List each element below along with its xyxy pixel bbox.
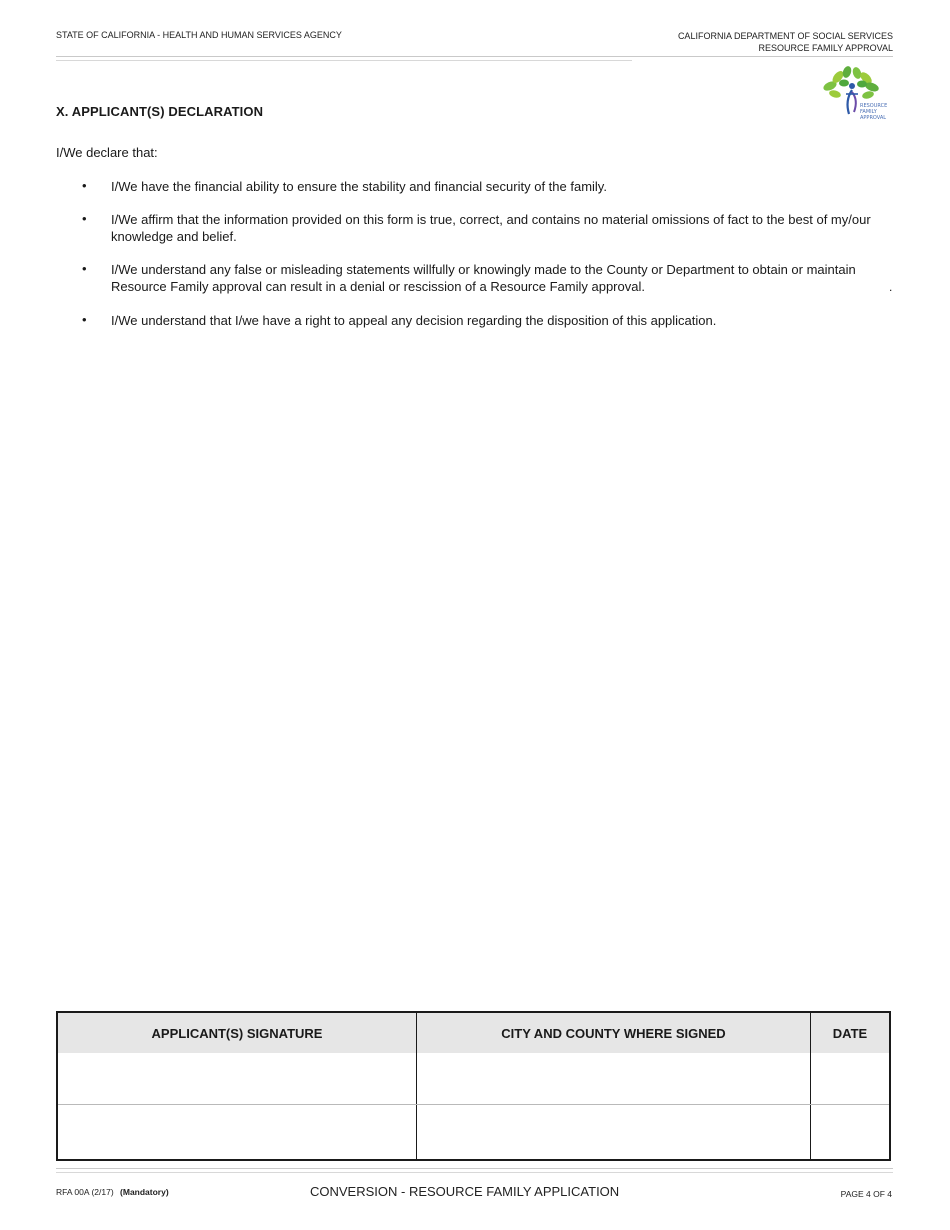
declaration-text: I/We affirm that the information provided on this form is true, correct, and contains no material omissions of fact to the best of my/our knowledge and belief.: [111, 212, 871, 244]
declaration-intro: I/We declare that:: [56, 145, 158, 160]
form-id: RFA 00A (2/17): [56, 1187, 114, 1197]
bullet-icon: •: [82, 312, 87, 327]
department-header: [678, 30, 893, 54]
footer-divider-2: [56, 1172, 893, 1173]
header-divider-2: [56, 60, 632, 61]
mandatory-label: (Mandatory): [120, 1187, 169, 1197]
bullet-icon: •: [82, 178, 87, 193]
signature-field-1[interactable]: [58, 1054, 416, 1104]
declaration-text: I/We have the financial ability to ensure the stability and financial security of the family.: [111, 179, 607, 194]
program-label: RESOURCE FAMILY APPROVAL: [758, 43, 893, 53]
family-figure-icon: [846, 83, 858, 114]
form-identifier: [56, 1187, 169, 1197]
city-county-field-2[interactable]: [417, 1105, 810, 1159]
logo-word-2: FAMILY: [860, 109, 877, 115]
stray-mark: .: [889, 280, 893, 294]
form-title: CONVERSION - RESOURCE FAMILY APPLICATION: [310, 1184, 620, 1199]
logo-word-3: APPROVAL: [860, 115, 887, 121]
header-divider-1: [56, 56, 893, 57]
signature-field-2[interactable]: [58, 1105, 416, 1159]
bullet-icon: •: [82, 261, 87, 276]
resource-family-approval-logo: [816, 64, 894, 122]
declaration-text: I/We understand any false or misleading statements willfully or knowingly made to the County or Department to obtain or maintain Resource Family approval can result in a denial or rescission of a Resource Family approval.: [111, 262, 856, 294]
section-title: X. APPLICANT(S) DECLARATION: [56, 104, 264, 119]
date-field-1[interactable]: [811, 1054, 889, 1104]
city-county-field-1[interactable]: [417, 1054, 810, 1104]
page-number: PAGE 4 OF 4: [840, 1189, 892, 1199]
date-field-2[interactable]: [811, 1105, 889, 1159]
department-label: CALIFORNIA DEPARTMENT OF SOCIAL SERVICES: [677, 31, 893, 41]
agency-label: STATE OF CALIFORNIA - HEALTH AND HUMAN SERVICES AGENCY: [56, 30, 342, 40]
declaration-text: I/We understand that I/we have a right to appeal any decision regarding the disposition of this application.: [111, 313, 717, 328]
column-header-date: DATE: [811, 1013, 889, 1053]
bullet-icon: •: [82, 211, 87, 226]
column-header-city-county: CITY AND COUNTY WHERE SIGNED: [417, 1013, 810, 1053]
signature-table: [56, 1011, 891, 1161]
logo-word-1: RESOURCE: [860, 103, 888, 109]
column-header-signature: APPLICANT(S) SIGNATURE: [58, 1013, 416, 1053]
footer-divider-1: [56, 1168, 893, 1169]
